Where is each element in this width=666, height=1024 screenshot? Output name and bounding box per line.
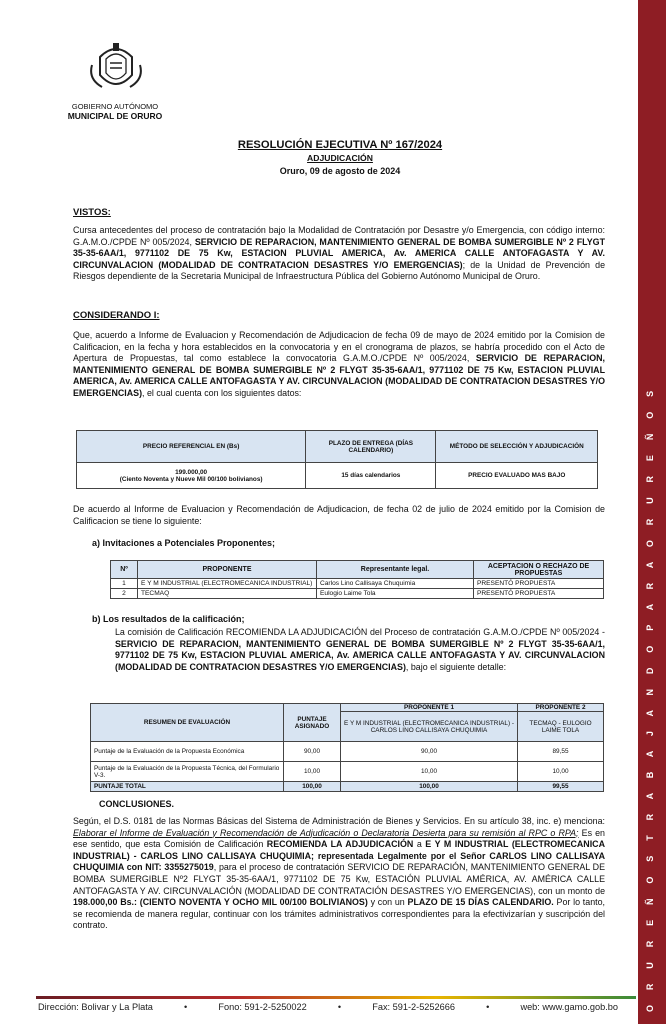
footer-phone: Fono: 591-2-5250022 (218, 1002, 307, 1012)
header-proponente: PROPONENTE (138, 561, 317, 579)
row-asignado: 10,00 (284, 762, 341, 782)
footer-bullet: • (184, 1002, 188, 1012)
table-row (91, 762, 604, 782)
logo-line-1: GOBIERNO AUTÓNOMO (71, 102, 159, 111)
row-estado: PRESENTÓ PROPUESTA (474, 589, 604, 599)
header-resumen: RESUMEN DE EVALUACIÓN (91, 704, 284, 742)
row-estado: PRESENTÓ PROPUESTA (474, 579, 604, 589)
sidebar-banner (638, 0, 666, 1024)
header-num: Nº (111, 561, 138, 579)
table-row (111, 589, 604, 599)
header-representante: Representante legal. (317, 561, 474, 579)
document-title: RESOLUCIÓN EJECUTIVA Nº 167/2024 (237, 139, 443, 151)
sidebar-slogan: O R U R E Ñ O S T R A B A J A N D O P A R A O R U R E Ñ O S (645, 384, 655, 1012)
cell-metodo: PRECIO EVALUADO MAS BAJO (436, 463, 598, 489)
vistos-heading: VISTOS: (73, 207, 111, 218)
section-b-label: b) Los resultados de la calificación; (92, 614, 245, 624)
logo-line-2: MUNICIPAL DE ORURO (67, 111, 163, 121)
header-metodo: MÉTODO DE SELECCIÓN Y ADJUDICACIÓN (436, 431, 598, 463)
footer (38, 1002, 618, 1012)
header-precio: PRECIO REFERENCIAL EN (Bs) (77, 431, 306, 463)
footer-fax: Fax: 591-2-5252666 (372, 1002, 455, 1012)
price-text: (Ciento Noventa y Nueve Mil 00/100 bolivianos) (119, 475, 263, 483)
row-p2: 10,00 (518, 762, 604, 782)
header-proponente-2: PROPONENTE 2 (518, 704, 604, 712)
price-value: 199.000,00 (175, 468, 208, 476)
footer-bullet: • (486, 1002, 490, 1012)
footer-bullet: • (337, 1002, 342, 1012)
header-puntaje: PUNTAJE ASIGNADO (284, 704, 341, 742)
vistos-paragraph: Cursa antecedentes del proceso de contratación bajo la Modalidad de Contratación por Desastre y/o Emergencia, con código interno: G.A.M.O./CPDE Nº 005/2024, SERVICIO DE REPARACION, MANTENIMIENTO GENERAL DE BOMBA SUMERGIBLE Nº 2 FLYGT 35-35-6AA/1, 9771102 DE 75 Kw, ESTACION PLUVIAL AMERICA, Av. AMERICA CALLE ANTOFAGASTA Y AV. CIRCUNVALACION (MODALIDAD DE CONTRATACION DESASTRES Y/O EMERGENCIAS); de la Unidad de Prevención de Riesgos dependiente de la Secretaria Municipal de Infraestructura Pública del Gobierno Autónomo Municipal de Oruro. (73, 225, 606, 282)
conclusiones-paragraph: Según, el D.S. 0181 de las Normas Básicas del Sistema de Administración de Bienes y Servicios. En su artículo 38, inc. e) menciona: Elaborar el Informe de Evaluación y Recomendación de Adjudicación o Declaratoria Desierta para su remisión al RPC o RPA; Es en ese sentido, que esta Comisión de Calificación RECOMIENDA LA ADJUDICACIÓN a E Y M INDUSTRIAL (ELECTROMECANICA INDUSTRIAL) - CARLOS LINO CALLISAYA CHUQUIMIA; representada Legalmente por el Señor CARLOS LINO CALLISAYA CHUQUIMIA con NIT: 3355275019, para el proceso de contratación SERVICIO DE REPARACIÓN, MANTENIMIENTO GENERAL DE BOMBA SUMERGIBLE Nº2 FLYGT 35-35-6AA/1, 9771102 DE 75 Kw, ESTACIÓN PLUVIAL AMÉRICA, AV. AMÉRICA CALLE ANTOFAGASTA Y AV. CIRCUNVALACIÓN (MODALIDAD DE CONTRATACIÓN DESASTRES Y/O EMERGENCIAS), con un monto de 198.000,00 Bs.: (CIENTO NOVENTA Y OCHO MIL 00/100 BOLIVIANOS) y con un PLAZO DE 15 DÍAS CALENDARIO. Por lo tanto, se recomienda de manera regular, continuar con los trámites administrativos correspondientes para la efectivizarían y suscripción del contrato. (73, 816, 606, 931)
proponente-2-name: TECMAQ - EULOGIO LAIME TOLA (518, 712, 604, 742)
section-a-label: a) Invitaciones a Potenciales Proponentes; (92, 538, 276, 548)
row-proponente: E Y M INDUSTRIAL (ELECTROMECANICA INDUSTRIAL) (138, 579, 317, 589)
row-label: Puntaje de la Evaluación de la Propuesta Económica (91, 742, 284, 762)
row-p2: 99,55 (518, 782, 604, 792)
row-num: 1 (111, 579, 138, 589)
row-label: PUNTAJE TOTAL (91, 782, 284, 792)
row-p1: 100,00 (341, 782, 518, 792)
row-p1: 90,00 (341, 742, 518, 762)
calificacion-paragraph: La comisión de Calificación RECOMIENDA LA ADJUDICACIÓN del Proceso de contratación G.A.M.O./CPDE Nº 005/2024 - SERVICIO DE REPARACION, MANTENIMIENTO GENERAL DE BOMBA SUMERGIBLE Nº 2 FLYGT 35-35-6AA/1, 9771102 DE 75 Kw, ESTACION PLUVIAL AMERICA, Av. AMERICA CALLE ANTOFAGASTA Y AV. CIRCUNVALACION (MODALIDAD DE CONTRATACION DESASTRES Y/O EMERGENCIAS), bajo el siguiente detalle: (115, 627, 605, 672)
table-evaluacion (90, 703, 604, 792)
informe-paragraph: De acuerdo al Informe de Evaluacion y Recomendación de Adjudicacion, de fecha 02 de julio de 2024 emitido por la Comision de Calificacion se tiene lo siguiente: (73, 504, 605, 526)
proponente-1-name: E Y M INDUSTRIAL (ELECTROMECANICA INDUSTRIAL) - CARLOS LINO CALLISAYA CHUQUIMIA (341, 712, 518, 742)
coat-of-arms-icon (84, 35, 148, 99)
row-p2: 89,55 (518, 742, 604, 762)
considerando-paragraph: Que, acuerdo a Informe de Evaluacion y Recomendación de Adjudicacion de fecha 09 de mayo de 2024 emitido por la Comision de Calificacion, en la fecha y hora establecidos en la convocatoria y en el cronograma de plazos, se habría procedido con el Acto de Apertura de Propuestas, tal como establece la convocatoria G.A.M.O./CPDE Nº 005/2024, SERVICIO DE REPARACION, MANTENIMIENTO GENERAL DE BOMBA SUMERGIBLE Nº 2 FLYGT 35-35-6AA/1, 9771102 DE 75 Kw, ESTACION PLUVIAL AMERICA, Av. AMERICA CALLE ANTOFAGASTA Y AV. CIRCUNVALACION (MODALIDAD DE CONTRATACION DESASTRES Y/O EMERGENCIAS), el cual cuenta con los siguientes datos: (73, 330, 605, 398)
conclusiones-heading: CONCLUSIONES. (99, 799, 175, 809)
row-representante: Carlos Lino Callisaya Chuquimia (317, 579, 474, 589)
table-row-total (91, 782, 604, 792)
header-plazo: PLAZO DE ENTREGA (DÍAS CALENDARIO) (306, 431, 436, 463)
considerando-heading: CONSIDERANDO I: (73, 310, 160, 321)
header-proponente-1: PROPONENTE 1 (341, 704, 518, 712)
header-estado: ACEPTACION O RECHAZO DE PROPUESTAS (474, 561, 604, 579)
table-row (91, 742, 604, 762)
row-num: 2 (111, 589, 138, 599)
row-proponente: TECMAQ (138, 589, 317, 599)
document-subtitle: ADJUDICACIÓN (307, 153, 373, 163)
table-row (111, 579, 604, 589)
document-date: Oruro, 09 de agosto de 2024 (279, 166, 401, 176)
row-asignado: 100,00 (284, 782, 341, 792)
footer-web-link[interactable]: web: www.gamo.gob.bo (520, 1002, 618, 1012)
footer-address: Dirección: Bolivar y La Plata (38, 1002, 153, 1012)
footer-divider (36, 996, 636, 999)
row-p1: 10,00 (341, 762, 518, 782)
cell-plazo: 15 días calendarios (306, 463, 436, 489)
table-proponentes (110, 560, 604, 599)
cell-precio (77, 463, 306, 489)
row-label: Puntaje de la Evaluación de la Propuesta Técnica, del Formulario V-3. (91, 762, 284, 782)
row-asignado: 90,00 (284, 742, 341, 762)
table-reference-price (76, 430, 598, 489)
row-representante: Eulogio Laime Tola (317, 589, 474, 599)
